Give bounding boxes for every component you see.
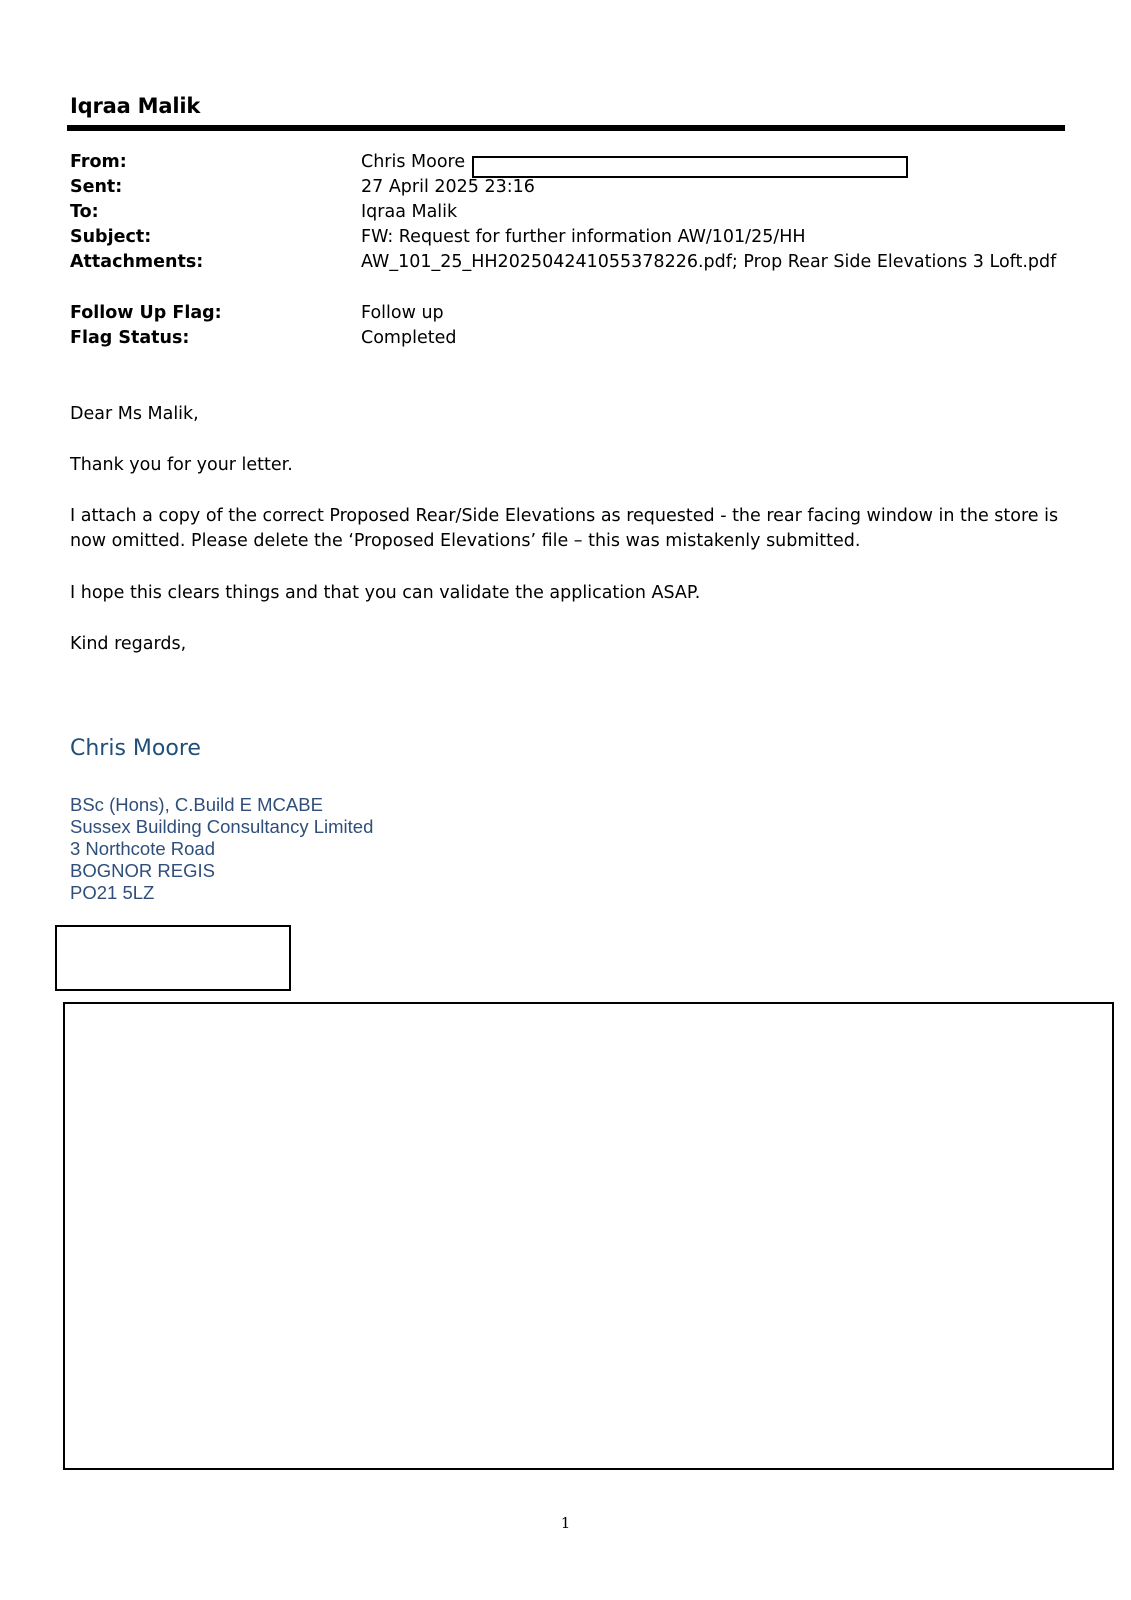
signature-qualifications: BSc (Hons), C.Build E MCABE (70, 794, 323, 815)
redacted-content-box (63, 1002, 1114, 1470)
signature-company: Sussex Building Consultancy Limited (70, 816, 374, 837)
page-owner-name: Iqraa Malik (70, 94, 201, 118)
body-paragraph: I attach a copy of the correct Proposed Rear/Side Elevations as requested - the rear facing window in the store is now omitted. Please delete the ‘Proposed Elevations’ file – this was mistakenly submitted. (70, 506, 1059, 551)
subject-label: Subject: (70, 227, 152, 247)
to-label: To: (70, 202, 99, 222)
closing: Kind regards, (70, 634, 187, 654)
from-label: From: (70, 152, 127, 172)
greeting: Dear Ms Malik, (70, 404, 199, 424)
body-paragraph: Thank you for your letter. (70, 455, 293, 475)
from-value: Chris Moore (361, 152, 466, 172)
flag-status-label: Flag Status: (70, 328, 190, 348)
page-number: 1 (560, 1514, 571, 1532)
sent-label: Sent: (70, 177, 123, 197)
follow-up-flag-value: Follow up (361, 303, 444, 323)
signature-town: BOGNOR REGIS (70, 860, 215, 881)
signature-name: Chris Moore (70, 736, 201, 761)
attachments-value[interactable]: AW_101_25_HH202504241055378226.pdf; Prop Rear Side Elevations 3 Loft.pdf (361, 252, 1057, 272)
subject-value: FW: Request for further information AW/101/25/HH (361, 227, 806, 247)
redacted-contact-box (55, 925, 291, 991)
body-paragraph: I hope this clears things and that you can validate the application ASAP. (70, 583, 701, 603)
header-divider (67, 125, 1065, 131)
sent-value: 27 April 2025 23:16 (361, 177, 535, 197)
signature-postcode: PO21 5LZ (70, 882, 155, 903)
signature-address: 3 Northcote Road (70, 838, 216, 859)
attachments-label: Attachments: (70, 252, 204, 272)
flag-status-value: Completed (361, 328, 457, 348)
follow-up-flag-label: Follow Up Flag: (70, 303, 222, 323)
to-value: Iqraa Malik (361, 202, 458, 222)
redacted-email-address (472, 156, 908, 178)
